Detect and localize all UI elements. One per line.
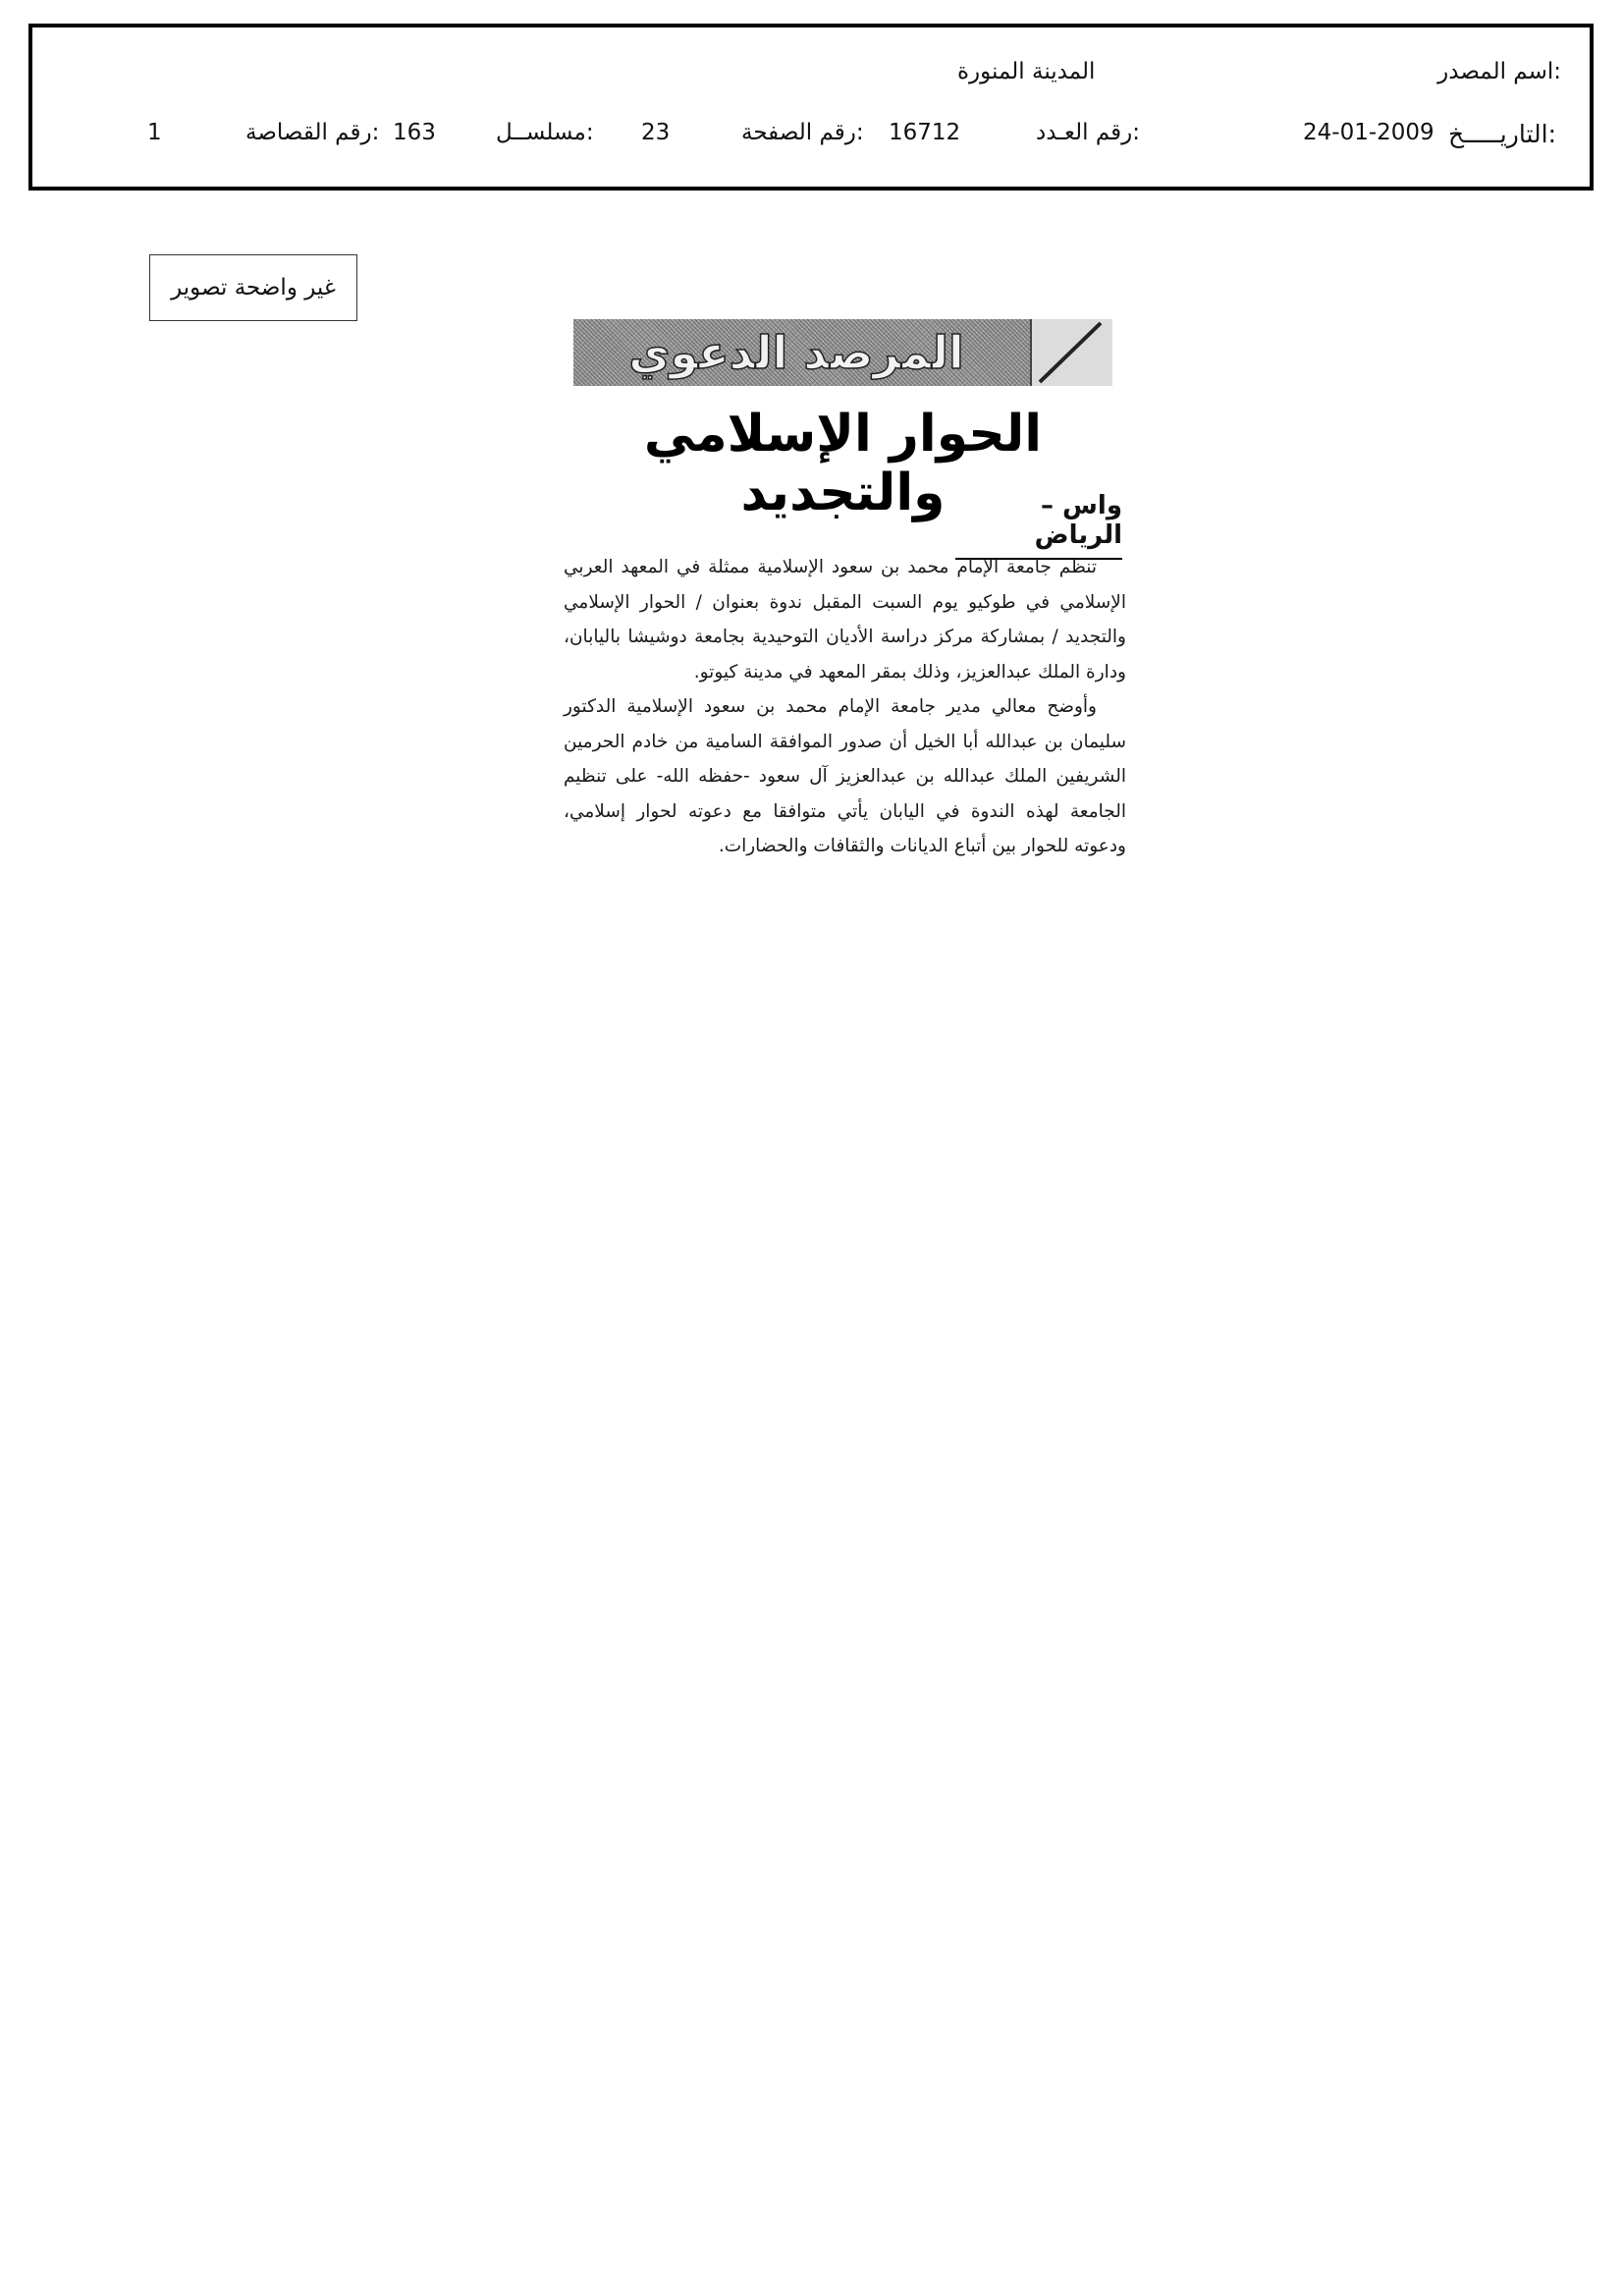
article-headline: الحوار الإسلامي والتجديد: [643, 405, 1043, 522]
article-body: [564, 550, 1126, 864]
banner-slash-icon: [1032, 319, 1112, 386]
section-banner: [573, 319, 1112, 386]
serial-label: مسلســل:: [496, 120, 594, 145]
issue-label: رقم العـدد:: [1036, 120, 1141, 145]
serial-value: 163: [393, 120, 436, 145]
unclear-image-text: غير واضحة تصوير: [171, 275, 336, 301]
header-box: [28, 24, 1594, 191]
source-label: اسم المصدر:: [1437, 59, 1561, 84]
section-banner-title: المرصد الدعوي: [628, 326, 964, 379]
clip-value: 1: [147, 120, 162, 145]
page-value: 23: [641, 120, 671, 145]
clip-label: رقم القصاصة:: [245, 120, 380, 145]
source-value: المدينة المنورة: [957, 59, 1096, 84]
article-byline: واس – الرياض: [955, 491, 1122, 560]
date-value: 24-01-2009: [1303, 120, 1434, 145]
date-label: التاريـــــخ:: [1448, 120, 1556, 148]
article-paragraph: وأوضح معالي مدير جامعة الإمام محمد بن سعود الإسلامية الدكتور سليمان بن عبدالله أبا الخيل أن صدور الموافقة السامية من خادم الحرمين الشريفين الملك عبدالله بن عبدالعزيز آل سعود -حفظه الله- على تنظيم الجامعة لهذه الندوة في اليابان يأتي متوافقا مع دعوته لحوار إسلامي، ودعوته للحوار بين أتباع الديانات والثقافات والحضارات.: [564, 696, 1126, 856]
issue-value: 16712: [889, 120, 961, 145]
unclear-image-note: [149, 254, 357, 321]
page-label: رقم الصفحة:: [741, 120, 864, 145]
article-paragraph: تنظم جامعة الإمام محمد بن سعود الإسلامية ممثلة في المعهد العربي الإسلامي في طوكيو يوم السبت المقبل ندوة بعنوان / الحوار الإسلامي والتجديد / بمشاركة مركز دراسة الأديان التوحيدية بجامعة دوشيشا باليابان، ودارة الملك عبدالعزيز، وذلك بمقر المعهد في مدينة كيوتو.: [564, 557, 1126, 683]
